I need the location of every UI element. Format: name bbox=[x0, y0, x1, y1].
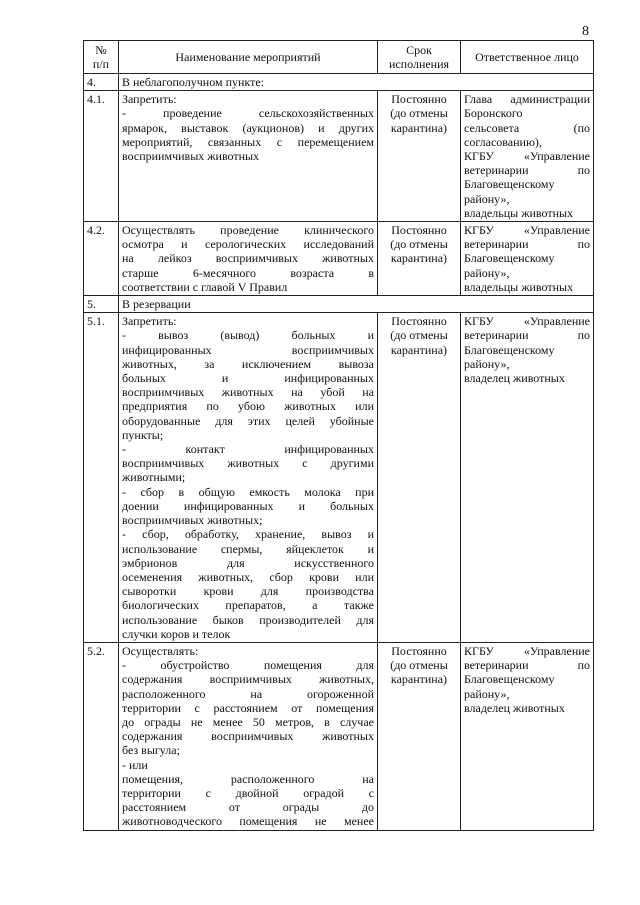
term-line: карантина) bbox=[390, 342, 448, 357]
term-cell bbox=[378, 91, 461, 222]
description-line: мероприятий, связанных с перемещением bbox=[122, 134, 374, 149]
responsible-line: владельцы животных bbox=[464, 205, 574, 220]
responsible-line: Благовещенскому bbox=[464, 672, 555, 687]
responsible-line: Боронского bbox=[464, 106, 523, 121]
responsible-line: Благовещенскому bbox=[464, 177, 555, 192]
row-number: 5.2. bbox=[84, 642, 119, 830]
responsible-line: ветеринарии по bbox=[464, 237, 590, 252]
section-number: 4. bbox=[84, 74, 119, 91]
measure-row bbox=[84, 91, 594, 222]
measure-description bbox=[119, 642, 378, 830]
responsible-line: КГБУ «Управление bbox=[464, 643, 590, 658]
measure-description bbox=[119, 222, 378, 296]
description-line: до ограды не менее 50 метров, в случае bbox=[122, 714, 374, 729]
responsible-cell bbox=[461, 222, 594, 296]
responsible-line: Глава администрации bbox=[464, 92, 590, 107]
row-number: 4.2. bbox=[84, 222, 119, 296]
description-line: животных, за исключением вывоза bbox=[122, 356, 374, 371]
description-line: Запретить: bbox=[122, 92, 177, 107]
section-row bbox=[84, 296, 594, 313]
description-line: животноводческого помещения не менее bbox=[122, 814, 374, 829]
responsible-line: району», bbox=[464, 356, 510, 371]
description-line: на лейкоз восприимчивых животных bbox=[122, 251, 374, 266]
description-line: - или bbox=[122, 757, 148, 772]
page-number: 8 bbox=[582, 24, 589, 39]
responsible-line: КГБУ «Управление bbox=[464, 149, 590, 164]
measure-row bbox=[84, 313, 594, 643]
term-line: (до отмены bbox=[390, 237, 448, 252]
term-line: Постоянно bbox=[391, 223, 447, 238]
description-line: содержания восприимчивых животных, bbox=[122, 672, 374, 687]
responsible-line: ветеринарии по bbox=[464, 163, 590, 178]
term-cell bbox=[378, 313, 461, 643]
description-line: осмотра и серологических исследований bbox=[122, 237, 374, 252]
measure-description bbox=[119, 313, 378, 643]
responsible-line: Благовещенскому bbox=[464, 251, 555, 266]
responsible-line: Благовещенскому bbox=[464, 342, 555, 357]
description-line: пункты; bbox=[122, 427, 164, 442]
description-line: случки коров и телок bbox=[122, 626, 231, 641]
responsible-line: ветеринарии по bbox=[464, 658, 590, 673]
description-line: инфицированных восприимчивых bbox=[122, 342, 374, 357]
section-title: В неблагополучном пункте: bbox=[119, 74, 594, 91]
section-title: В резервации bbox=[119, 296, 594, 313]
description-line: Осуществлять проведение клинического bbox=[122, 223, 374, 238]
responsible-line: району», bbox=[464, 191, 510, 206]
table-header-row bbox=[84, 41, 594, 74]
term-line: карантина) bbox=[390, 120, 448, 135]
description-line: старше 6-месячного возраста в bbox=[122, 265, 374, 280]
description-line: животными; bbox=[122, 470, 186, 485]
description-line: расположенного на огороженной bbox=[122, 686, 374, 701]
term-line: Постоянно bbox=[391, 643, 447, 658]
description-line: эмбрионов для искусственного bbox=[122, 555, 374, 570]
term-line: (до отмены bbox=[390, 328, 448, 343]
responsible-line: владельцы животных bbox=[464, 279, 574, 294]
description-line: восприимчивых животных bbox=[122, 149, 260, 164]
term-line: (до отмены bbox=[390, 658, 448, 673]
description-line: предприятия по убою животных или bbox=[122, 399, 374, 414]
description-line: биологических препаратов, а также bbox=[122, 598, 374, 613]
responsible-line: КГБУ «Управление bbox=[464, 314, 590, 329]
description-line: сыворотки крови для производства bbox=[122, 584, 374, 599]
description-line: - сбор в общую емкость молока при bbox=[122, 484, 374, 499]
description-line: - обустройство помещения для bbox=[122, 658, 374, 673]
responsible-line: району», bbox=[464, 686, 510, 701]
description-line: доении инфицированных и больных bbox=[122, 498, 374, 513]
term-cell bbox=[378, 642, 461, 830]
responsible-line: ветеринарии по bbox=[464, 328, 590, 343]
measures-table bbox=[83, 40, 594, 831]
responsible-cell bbox=[461, 91, 594, 222]
description-line: восприимчивых животных; bbox=[122, 513, 263, 528]
measure-description bbox=[119, 91, 378, 222]
description-line: осеменения животных, сбор крови или bbox=[122, 569, 374, 584]
header-term: Срок исполнения bbox=[378, 41, 461, 74]
section-number: 5. bbox=[84, 296, 119, 313]
description-line: больных и инфицированных bbox=[122, 371, 374, 386]
term-line: Постоянно bbox=[391, 314, 447, 329]
responsible-line: району», bbox=[464, 265, 510, 280]
section-row bbox=[84, 74, 594, 91]
responsible-cell bbox=[461, 642, 594, 830]
description-line: восприимчивых животных с другими bbox=[122, 456, 374, 471]
term-cell bbox=[378, 222, 461, 296]
description-line: - вывоз (вывод) больных и bbox=[122, 328, 374, 343]
description-line: содержания восприимчивых животных bbox=[122, 729, 374, 744]
table-body bbox=[84, 74, 594, 831]
measure-row bbox=[84, 642, 594, 830]
description-line: Запретить: bbox=[122, 314, 177, 329]
description-line: ярмарок, выставок (аукционов) и других bbox=[122, 120, 374, 135]
responsible-line: согласованию), bbox=[464, 134, 542, 149]
row-number: 4.1. bbox=[84, 91, 119, 222]
responsible-cell bbox=[461, 313, 594, 643]
description-line: - контакт инфицированных bbox=[122, 442, 374, 457]
term-line: (до отмены bbox=[390, 106, 448, 121]
description-line: соответствии с главой V Правил bbox=[122, 279, 288, 294]
responsible-line: КГБУ «Управление bbox=[464, 223, 590, 238]
term-line: Постоянно bbox=[391, 92, 447, 107]
header-responsible: Ответственное лицо bbox=[461, 41, 594, 74]
description-line: - сбор, обработку, хранение, вывоз и bbox=[122, 527, 374, 542]
term-line: карантина) bbox=[390, 672, 448, 687]
row-number: 5.1. bbox=[84, 313, 119, 643]
description-line: территории с двойной оградой с bbox=[122, 785, 374, 800]
description-line: использование спермы, яйцеклеток и bbox=[122, 541, 374, 556]
description-line: оборудованные для этих целей убойные bbox=[122, 413, 374, 428]
header-name: Наименование мероприятий bbox=[119, 41, 378, 74]
description-line: восприимчивых животных на убой на bbox=[122, 385, 374, 400]
measure-row bbox=[84, 222, 594, 296]
description-line: помещения, расположенного на bbox=[122, 771, 374, 786]
description-line: без выгула; bbox=[122, 743, 180, 758]
responsible-line: владелец животных bbox=[464, 371, 565, 386]
description-line: использование быков производителей для bbox=[122, 612, 374, 627]
term-line: карантина) bbox=[390, 251, 448, 266]
description-line: расстоянием от ограды до bbox=[122, 800, 374, 815]
header-number: № п/п bbox=[84, 41, 119, 74]
responsible-line: владелец животных bbox=[464, 700, 565, 715]
responsible-line: сельсовета (по bbox=[464, 120, 590, 135]
description-line: - проведение сельскохозяйственных bbox=[122, 106, 374, 121]
description-line: Осуществлять: bbox=[122, 643, 199, 658]
description-line: территории с расстоянием от помещения bbox=[122, 700, 374, 715]
